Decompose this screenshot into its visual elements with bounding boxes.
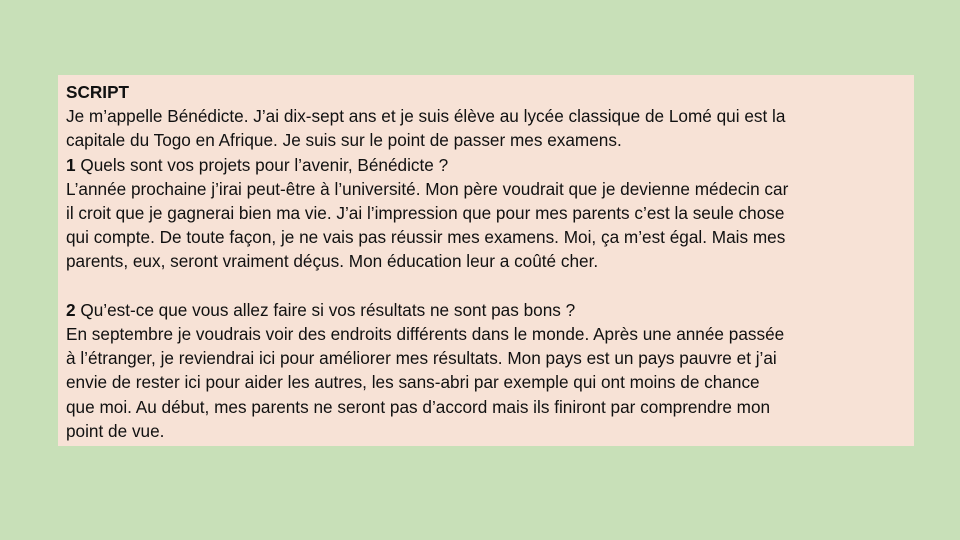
answer-1-line-2: il croit que je gagnerai bien ma vie. J’ai l’impression que pour mes parents c’est la seule chose <box>66 203 785 224</box>
answer-2-line-4: que moi. Au début, mes parents ne seront pas d’accord mais ils finiront par comprendre mon <box>66 396 771 417</box>
question-2-number: 2 <box>66 299 76 320</box>
answer-1-line-1: L’année prochaine j’irai peut-être à l’université. Mon père voudrait que je devienne médecin car <box>66 178 789 199</box>
answer-1-line-3: qui compte. De toute façon, je ne vais pas réussir mes examens. Moi, ça m’est égal. Mais mes <box>66 227 786 248</box>
question-2-text: Qu’est-ce que vous allez faire si vos résultats ne sont pas bons ? <box>75 299 576 320</box>
question-1-number: 1 <box>66 154 76 175</box>
intro-line-1: Je m’appelle Bénédicte. J’ai dix-sept ans et je suis élève au lycée classique de Lomé qui est la <box>66 106 786 127</box>
answer-2-line-2: à l’étranger, je reviendrai ici pour améliorer mes résultats. Mon pays est un pays pauvre et j’ai <box>66 348 777 369</box>
answer-2-line-1: En septembre je voudrais voir des endroits différents dans le monde. Après une année passée <box>66 324 785 345</box>
script-heading: SCRIPT <box>66 82 130 102</box>
answer-2-line-3: envie de rester ici pour aider les autres, les sans-abri par exemple qui ont moins de chance <box>66 372 760 393</box>
intro-line-2: capitale du Togo en Afrique. Je suis sur le point de passer mes examens. <box>66 130 622 151</box>
question-2 <box>66 298 906 322</box>
question-1-text: Quels sont vos projets pour l’avenir, Bénédicte ? <box>75 154 449 175</box>
script-text-box <box>58 75 914 446</box>
answer-1-line-4: parents, eux, seront vraiment déçus. Mon éducation leur a coûté cher. <box>66 251 599 272</box>
question-1 <box>66 153 906 177</box>
answer-2-line-5: point de vue. <box>66 420 165 441</box>
paragraph-gap <box>66 274 906 298</box>
